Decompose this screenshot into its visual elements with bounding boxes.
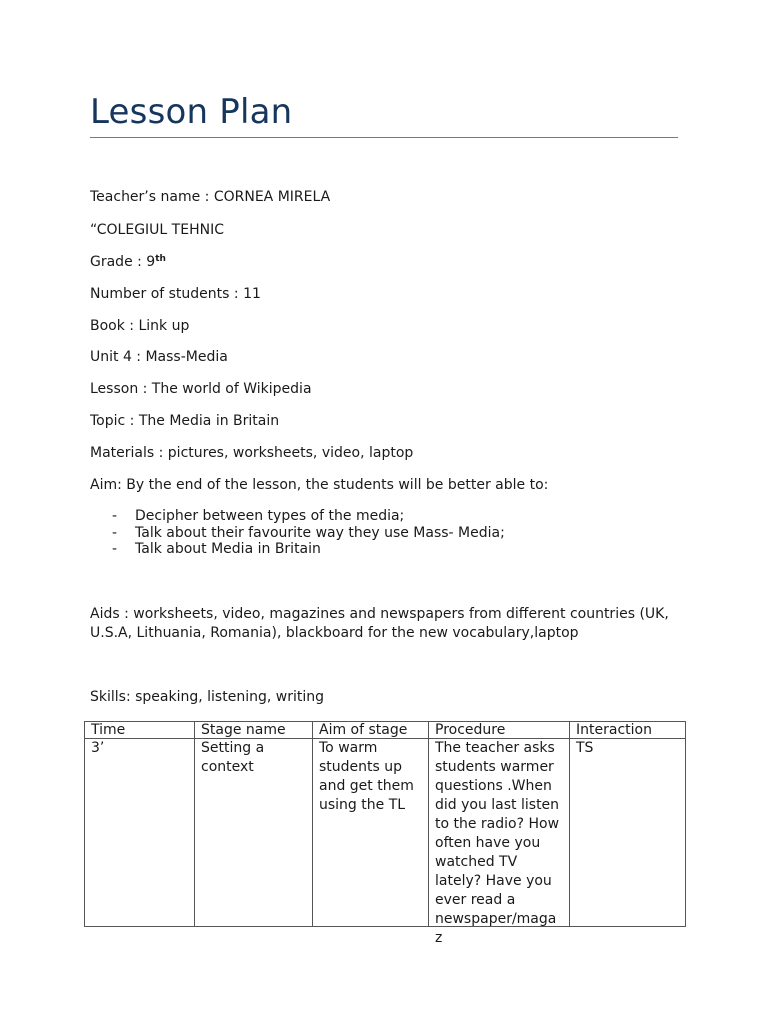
table-header-row (85, 722, 686, 739)
teacher-name: Teacher’s name : CORNEA MIRELA (90, 189, 331, 205)
lesson: Lesson : The world of Wikipedia (90, 381, 312, 397)
cell-aim-text: To warm students up and get them using the TL (319, 740, 414, 813)
cell-aim-of-stage (313, 739, 429, 927)
table-row (85, 739, 686, 927)
number-of-students: Number of students : 11 (90, 286, 261, 302)
cell-interaction-text: TS (576, 740, 594, 756)
cell-interaction (570, 739, 686, 927)
aim-list-item (112, 525, 505, 542)
lesson-plan-table (84, 721, 686, 946)
cell-time (85, 739, 195, 927)
unit: Unit 4 : Mass-Media (90, 349, 228, 365)
book: Book : Link up (90, 318, 190, 334)
materials: Materials : pictures, worksheets, video, laptop (90, 445, 414, 461)
grade-text: Grade : 9 (90, 254, 156, 270)
title-underline (90, 137, 678, 138)
aim-item-text: Talk about Media in Britain (135, 541, 321, 557)
topic: Topic : The Media in Britain (90, 413, 280, 429)
aim-list-item (112, 508, 505, 525)
grade (90, 253, 166, 271)
cell-procedure-text: The teacher asks students warmer questions .When did you last listen to the radio? How often have you watched TV lately? Have you ever read a newspaper/magaz (435, 740, 560, 946)
header-interaction: Interaction (570, 722, 686, 739)
bullet-dash: - (112, 508, 118, 524)
aim-list (112, 508, 505, 558)
header-time: Time (85, 722, 195, 739)
aids: Aids : worksheets, video, magazines and newspapers from different countries (UK, U.S.A, Lithuania, Romania), blackboard for the new vocabulary,laptop (90, 606, 669, 641)
cell-time-text: 3’ (91, 740, 105, 756)
bullet-dash: - (112, 524, 118, 541)
header-aim-of-stage: Aim of stage (313, 722, 429, 739)
aim-list-item (112, 541, 505, 558)
bullet-dash: - (112, 541, 118, 557)
header-procedure: Procedure (429, 722, 570, 739)
aim: Aim: By the end of the lesson, the students will be better able to: (90, 477, 549, 493)
cell-stage-name (195, 739, 313, 927)
aim-item-text: Talk about their favourite way they use Mass- Media; (135, 524, 505, 541)
grade-superscript: th (155, 254, 166, 264)
cell-procedure (429, 739, 570, 946)
aim-item-text: Decipher between types of the media; (135, 508, 405, 524)
document-title: Lesson Plan (90, 92, 293, 132)
skills: Skills: speaking, listening, writing (90, 689, 324, 705)
header-stage-name: Stage name (195, 722, 313, 739)
cell-stage-text: Setting a context (201, 740, 265, 775)
school-name: “COLEGIUL TEHNIC (90, 222, 224, 238)
